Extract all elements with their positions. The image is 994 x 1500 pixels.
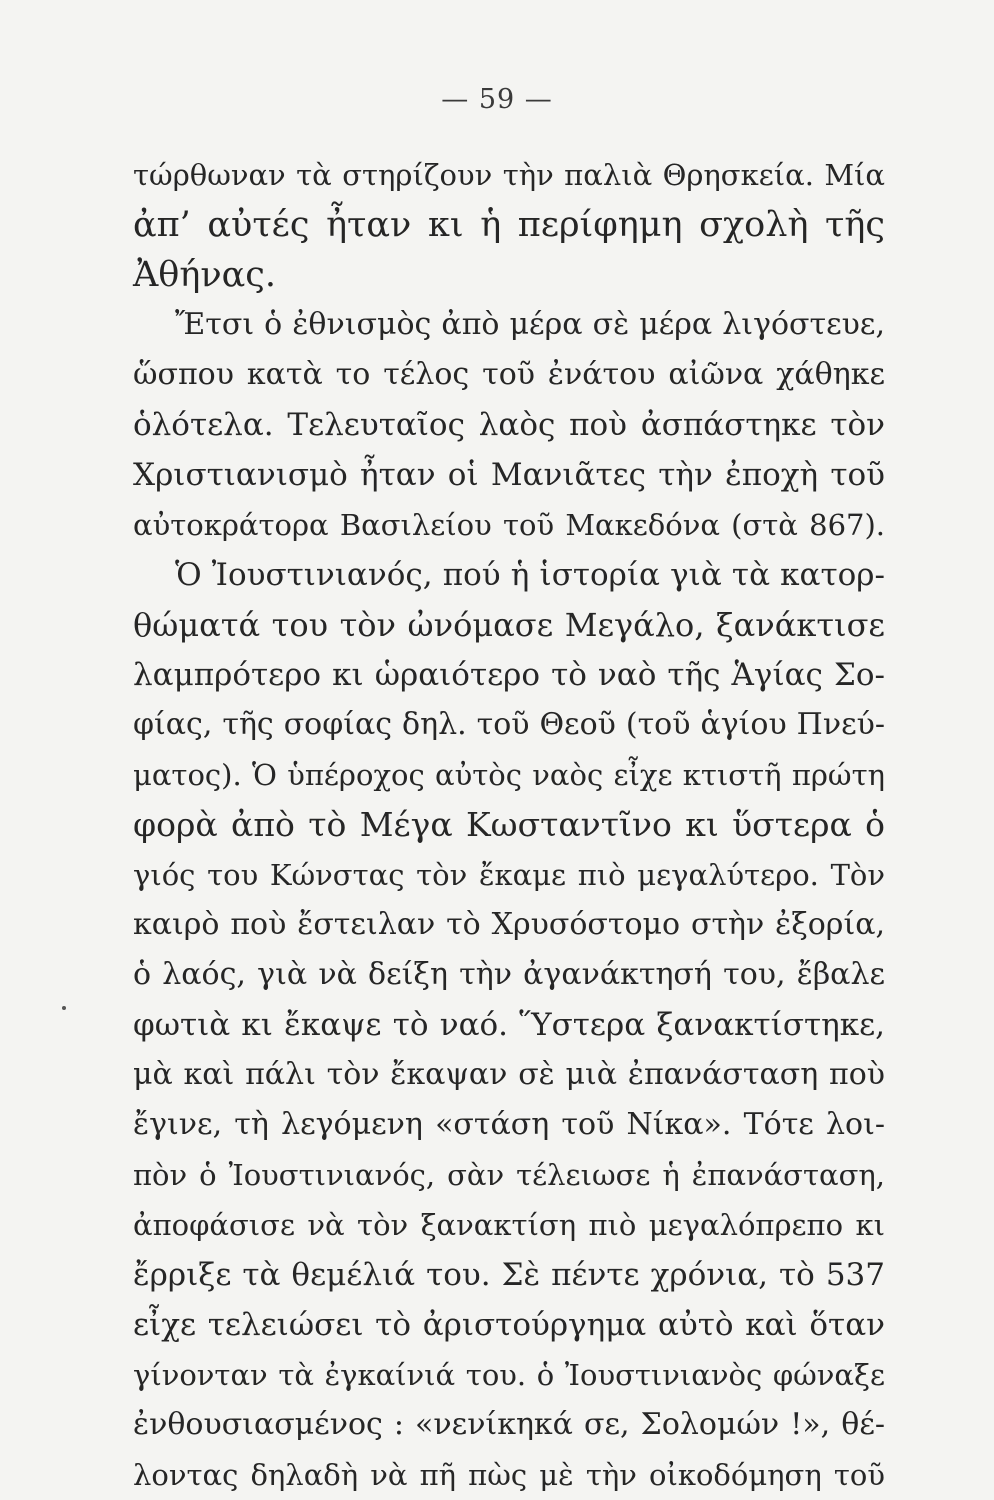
text-line-23: ἔρριξε τὰ θεμέλιά του. Σὲ πέντε χρόνια, τὸ 537 [133,1257,885,1293]
text-line-15: γιός του Κώνστας τὸν ἔκαμε πιὸ μεγαλύτερο. Τὸν [133,858,885,892]
text-line-19: μὰ καὶ πάλι τὸν ἔκαψαν σὲ μιὰ ἐπανάσταση ποὺ [133,1057,885,1092]
text-line-1: τώρθωναν τὰ στηρίζουν τὴν παλιὰ Θρησκεία. Μία [133,158,885,192]
text-line-12: φίας, τῆς σοφίας δηλ. τοῦ Θεοῦ (τοῦ ἁγίου Πνεύ- [133,707,885,742]
text-line-27: λοντας δηλαδὴ νὰ πῆ πὼς μὲ τὴν οἰκοδόμηση τοῦ [133,1458,885,1492]
text-line-2: ἀπ’ αὐτές ἦταν κι ἡ περίφημη σχολὴ τῆς [133,205,885,245]
text-line-21: πὸν ὁ Ἰουστινιανός, σὰν τέλειωσε ἡ ἐπανάσταση, [133,1158,885,1192]
text-line-7: Χριστιανισμὸ ἦταν οἱ Μανιᾶτες τὴν ἐποχὴ τοῦ [133,457,885,493]
text-line-20: ἔγινε, τὴ λεγόμενη «στάση τοῦ Νίκα». Τότε λοι- [133,1107,885,1142]
text-line-9: Ὁ Ἰουστινιανός, πού ἡ ἱστορία γιὰ τὰ κατορ- [175,557,885,593]
text-line-8: αὐτοκράτορα Βασιλείου τοῦ Μακεδόνα (στὰ 867). [133,508,885,542]
text-line-3: Ἀθήνας. [133,255,276,295]
text-line-14: φορὰ ἀπὸ τὸ Μέγα Κωσταντῖνο κι ὕστερα ὁ [133,805,885,844]
text-line-4: Ἔτσι ὁ ἐθνισμὸς ἀπὸ μέρα σὲ μέρα λιγόστευε, [175,307,885,342]
text-line-24: εἶχε τελειώσει τὸ ἀριστούργημα αὐτὸ καὶ ὅταν [133,1307,885,1343]
text-line-6: ὁλότελα. Τελευταῖος λαὸς ποὺ ἀσπάστηκε τὸν [133,407,885,443]
text-line-25: γίνονταν τὰ ἐγκαίνιά του. ὁ Ἰουστινιανὸς φώναξε [133,1358,885,1392]
text-line-5: ὥσπου κατὰ το τέλος τοῦ ἐνάτου αἰῶνα χάθηκε [133,357,885,392]
text-line-17: ὁ λαός, γιὰ νὰ δείξη τὴν ἀγανάκτησή του, ἔβαλε [133,957,885,992]
page-number: — 59 — [441,84,553,115]
text-line-16: καιρὸ ποὺ ἔστειλαν τὸ Χρυσόστομο στὴν ἐξορία, [133,907,885,942]
ink-speck [62,1006,66,1010]
text-line-13: ματος). Ὁ ὑπέροχος αὐτὸς ναὸς εἶχε κτιστῆ πρώτη [133,758,885,792]
text-line-11: λαμπρότερο κι ὡραιότερο τὸ ναὸ τῆς Ἁγίας Σο- [133,657,885,693]
text-line-10: θώματά του τὸν ὠνόμασε Μεγάλο, ξανάκτισε [133,606,885,644]
text-line-22: ἀποφάσισε νὰ τὸν ξανακτίση πιὸ μεγαλόπρεπο κι [133,1208,885,1242]
text-line-26: ἐνθουσιασμένος : «νενίκηκά σε, Σολομών !», θέ- [133,1407,885,1442]
text-line-18: φωτιὰ κι ἔκαψε τὸ ναό. Ὕστερα ξανακτίστηκε, [133,1007,885,1043]
